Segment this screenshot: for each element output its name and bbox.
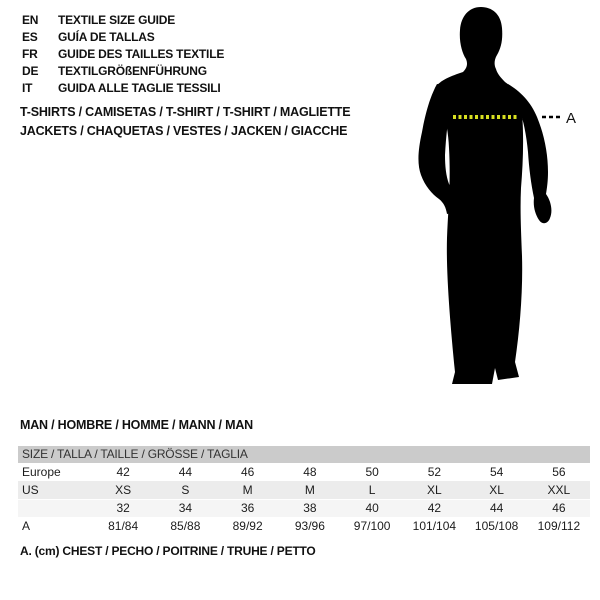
size-cell: 42 <box>116 465 130 479</box>
table-row-europe <box>18 463 590 481</box>
size-cell: 32 <box>116 501 130 515</box>
size-cell: 52 <box>427 465 442 479</box>
size-cell: L <box>368 483 376 497</box>
size-cell: 44 <box>489 501 504 515</box>
size-cell: 50 <box>365 465 379 479</box>
size-cell: M <box>242 483 253 497</box>
size-cell: 34 <box>178 501 193 515</box>
size-cell: M <box>304 483 315 497</box>
size-table <box>18 446 590 535</box>
size-cell: XXL <box>547 483 571 497</box>
language-title: GUIDE DES TAILLES TEXTILE <box>58 47 225 61</box>
size-cell: 40 <box>365 501 379 515</box>
category-tshirts: T-SHIRTS / CAMISETAS / T-SHIRT / T-SHIRT / MAGLIETTE <box>20 105 351 119</box>
measurement-label-a: A <box>566 110 577 127</box>
row-label: Europe <box>22 465 61 479</box>
row-label: US <box>22 483 39 497</box>
language-code: EN <box>22 13 39 27</box>
garment-categories <box>20 103 350 141</box>
category-jackets: JACKETS / CHAQUETAS / VESTES / JACKEN / GIACCHE <box>20 124 348 138</box>
table-row-us-numeric <box>18 499 590 517</box>
size-cell: 101/104 <box>412 519 457 533</box>
man-silhouette-svg <box>398 0 598 400</box>
size-cell: XL <box>489 483 504 497</box>
language-row-de <box>22 63 224 80</box>
size-cell: 93/96 <box>294 519 325 533</box>
size-table-header: SIZE / TALLA / TAILLE / GRÖSSE / TAGLIA <box>18 446 590 463</box>
language-title: TEXTILE SIZE GUIDE <box>58 13 176 27</box>
language-title: TEXTILGRÖßENFÜHRUNG <box>58 64 207 78</box>
language-title: GUIDA ALLE TAGLIE TESSILI <box>58 81 221 95</box>
language-code: ES <box>22 30 38 44</box>
size-cell: 105/108 <box>474 519 519 533</box>
size-cell: 109/112 <box>537 519 581 533</box>
row-label: A <box>22 519 31 533</box>
size-cell: 46 <box>552 501 566 515</box>
language-row-fr <box>22 46 224 63</box>
size-cell: 38 <box>303 501 317 515</box>
language-code: FR <box>22 47 38 61</box>
size-cell: 42 <box>427 501 442 515</box>
table-row-us <box>18 481 590 499</box>
language-code: IT <box>22 81 33 95</box>
row-label <box>18 500 92 517</box>
chest-footnote: A. (cm) CHEST / PECHO / POITRINE / TRUHE / PETTO <box>20 544 316 558</box>
size-cell: 85/88 <box>170 519 201 533</box>
size-cell: 36 <box>240 501 255 515</box>
size-cell: 97/100 <box>353 519 391 533</box>
size-cell: S <box>181 483 190 497</box>
section-title-man: MAN / HOMBRE / HOMME / MANN / MAN <box>20 418 253 432</box>
size-cell: XL <box>427 483 442 497</box>
language-row-it <box>22 80 224 97</box>
language-row-en <box>22 12 224 29</box>
size-cell: 54 <box>489 465 504 479</box>
size-cell: 44 <box>178 465 193 479</box>
language-code: DE <box>22 64 39 78</box>
language-row-es <box>22 29 224 46</box>
size-cell: 56 <box>552 465 566 479</box>
size-cell: 48 <box>303 465 317 479</box>
language-list <box>22 12 224 97</box>
table-row-chest-a <box>18 517 590 535</box>
size-cell: 46 <box>240 465 255 479</box>
size-cell: 89/92 <box>232 519 263 533</box>
man-silhouette-figure <box>398 0 598 400</box>
size-cell: XS <box>115 483 132 497</box>
language-title: GUÍA DE TALLAS <box>58 30 155 44</box>
size-cell: 81/84 <box>108 519 139 533</box>
